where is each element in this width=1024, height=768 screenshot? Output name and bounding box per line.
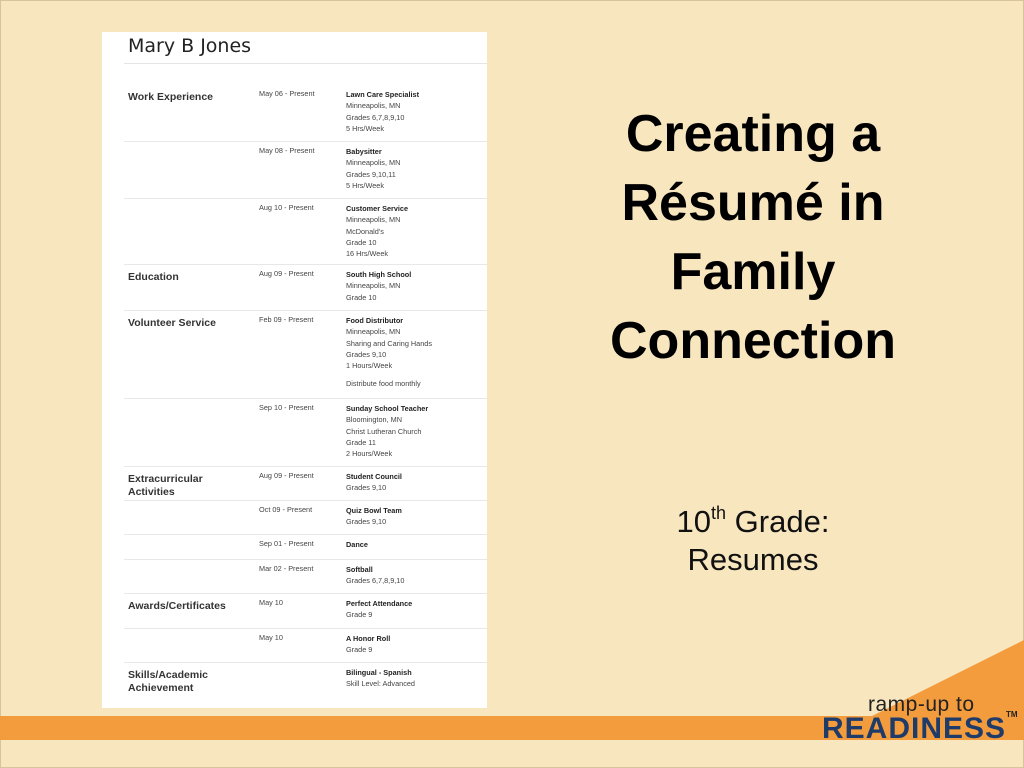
resume-row bbox=[124, 594, 487, 629]
ramp-up-to-readiness-logo bbox=[820, 688, 1016, 744]
entry-title: Student Council bbox=[346, 472, 402, 481]
entry-title: Perfect Attendance bbox=[346, 599, 413, 608]
resume-row bbox=[124, 560, 487, 594]
title-line: Connection bbox=[610, 312, 896, 370]
subtitle-line-2: Resumes bbox=[687, 542, 819, 577]
entry-detail-line: 5 Hrs/Week bbox=[346, 123, 384, 133]
resume-row bbox=[124, 142, 487, 199]
entry-detail-line: Minneapolis, MN bbox=[346, 327, 401, 337]
entry-date: May 10 bbox=[259, 598, 283, 607]
grade-number: 10 bbox=[676, 504, 712, 539]
entry-details bbox=[346, 598, 412, 621]
entry-details bbox=[346, 403, 428, 459]
entry-detail-line: Grades 6,7,8,9,10 bbox=[346, 576, 405, 586]
section-label: Work Experience bbox=[128, 91, 214, 103]
entry-detail-line: Minneapolis, MN bbox=[346, 215, 401, 225]
entry-detail-line: Bloomington, MN bbox=[346, 415, 402, 425]
resume-row bbox=[124, 629, 487, 663]
subtitle-line-1 bbox=[560, 503, 946, 541]
entry-detail-line: 2 Hours/Week bbox=[346, 449, 393, 459]
grade-suffix: th bbox=[711, 503, 727, 523]
entry-detail-line: Grade 11 bbox=[346, 437, 376, 447]
entry-details bbox=[346, 471, 402, 494]
entry-detail-line: Grades 9,10 bbox=[346, 517, 387, 527]
resume-row bbox=[124, 311, 487, 399]
entry-details bbox=[346, 505, 402, 528]
entry-date: Aug 09 - Present bbox=[259, 269, 314, 278]
entry-title: Bilingual - Spanish bbox=[346, 668, 412, 677]
logo-trademark: TM bbox=[1006, 710, 1018, 719]
section-label: Awards/Certificates bbox=[128, 600, 226, 612]
grade-rest: Grade: bbox=[726, 504, 830, 539]
slide-subtitle bbox=[560, 503, 946, 579]
entry-detail-line: Grades 9,10,11 bbox=[346, 169, 396, 179]
entry-date: May 08 - Present bbox=[259, 146, 315, 155]
section-label: Education bbox=[128, 271, 179, 283]
entry-title: Customer Service bbox=[346, 204, 409, 213]
entry-detail-line: Minneapolis, MN bbox=[346, 158, 401, 168]
entry-title: Food Distributor bbox=[346, 316, 404, 325]
entry-detail-line: Grades 6,7,8,9,10 bbox=[346, 112, 405, 122]
entry-date: Feb 09 - Present bbox=[259, 315, 314, 324]
resume-row bbox=[124, 663, 487, 708]
entry-detail-line: 1 Hours/Week bbox=[346, 361, 393, 371]
resume-name: Mary B Jones bbox=[128, 35, 252, 57]
section-label: Extracurricular Activities bbox=[128, 473, 203, 498]
entry-detail-line: Minneapolis, MN bbox=[346, 101, 401, 111]
entry-date: May 10 bbox=[259, 633, 283, 642]
entry-date: May 06 - Present bbox=[259, 89, 315, 98]
entry-title: Babysitter bbox=[346, 147, 382, 156]
entry-detail-line: Grade 9 bbox=[346, 610, 373, 620]
resume-preview bbox=[102, 32, 487, 708]
title-line: Family bbox=[670, 243, 836, 301]
resume-row bbox=[124, 535, 487, 560]
entry-date: Sep 10 - Present bbox=[259, 403, 314, 412]
entry-date: Aug 10 - Present bbox=[259, 203, 314, 212]
resume-row bbox=[124, 399, 487, 467]
entry-note: Distribute food monthly bbox=[346, 379, 421, 389]
entry-title: Dance bbox=[346, 540, 368, 549]
entry-date: Sep 01 - Present bbox=[259, 539, 314, 548]
title-line: Creating a bbox=[625, 105, 881, 163]
entry-detail-line: Grades 9,10 bbox=[346, 349, 387, 359]
entry-detail-line: Minneapolis, MN bbox=[346, 281, 401, 291]
entry-detail-line: 16 Hrs/Week bbox=[346, 249, 389, 259]
entry-details bbox=[346, 315, 432, 390]
resume-row bbox=[124, 265, 487, 311]
resume-row bbox=[124, 199, 487, 265]
entry-detail-line: Christ Lutheran Church bbox=[346, 426, 422, 436]
entry-details bbox=[346, 667, 415, 690]
logo-main-text: READINESS bbox=[822, 712, 1007, 745]
entry-detail-line: 5 Hrs/Week bbox=[346, 180, 384, 190]
name-divider bbox=[124, 63, 487, 64]
entry-title: Lawn Care Specialist bbox=[346, 90, 419, 99]
entry-title: Quiz Bowl Team bbox=[346, 506, 402, 515]
entry-title: South High School bbox=[346, 270, 412, 279]
entry-detail-line: Grades 9,10 bbox=[346, 483, 387, 493]
resume-row bbox=[124, 85, 487, 142]
entry-date: Mar 02 - Present bbox=[259, 564, 314, 573]
title-line: Résumé in bbox=[621, 174, 885, 232]
section-label: Skills/Academic Achievement bbox=[128, 669, 208, 694]
entry-details bbox=[346, 539, 368, 550]
entry-details bbox=[346, 564, 404, 587]
slide-title bbox=[560, 100, 946, 376]
entry-detail-line: Skill Level: Advanced bbox=[346, 679, 415, 689]
entry-detail-line: Grade 10 bbox=[346, 237, 377, 247]
resume-row bbox=[124, 501, 487, 535]
entry-detail-line: Grade 10 bbox=[346, 292, 377, 302]
entry-details bbox=[346, 146, 400, 191]
entry-details bbox=[346, 89, 419, 134]
entry-date: Aug 09 - Present bbox=[259, 471, 314, 480]
entry-date: Oct 09 - Present bbox=[259, 505, 313, 514]
entry-detail-line: McDonald's bbox=[346, 226, 384, 236]
entry-details bbox=[346, 203, 408, 259]
section-label: Volunteer Service bbox=[128, 317, 216, 329]
entry-details bbox=[346, 633, 390, 656]
entry-detail-line: Grade 9 bbox=[346, 645, 373, 655]
entry-details bbox=[346, 269, 411, 303]
entry-title: Sunday School Teacher bbox=[346, 404, 429, 413]
entry-title: Softball bbox=[346, 565, 373, 574]
entry-detail-line: Sharing and Caring Hands bbox=[346, 338, 432, 348]
logo-top-text: ramp-up to bbox=[868, 693, 975, 716]
resume-row bbox=[124, 467, 487, 501]
entry-title: A Honor Roll bbox=[346, 634, 391, 643]
